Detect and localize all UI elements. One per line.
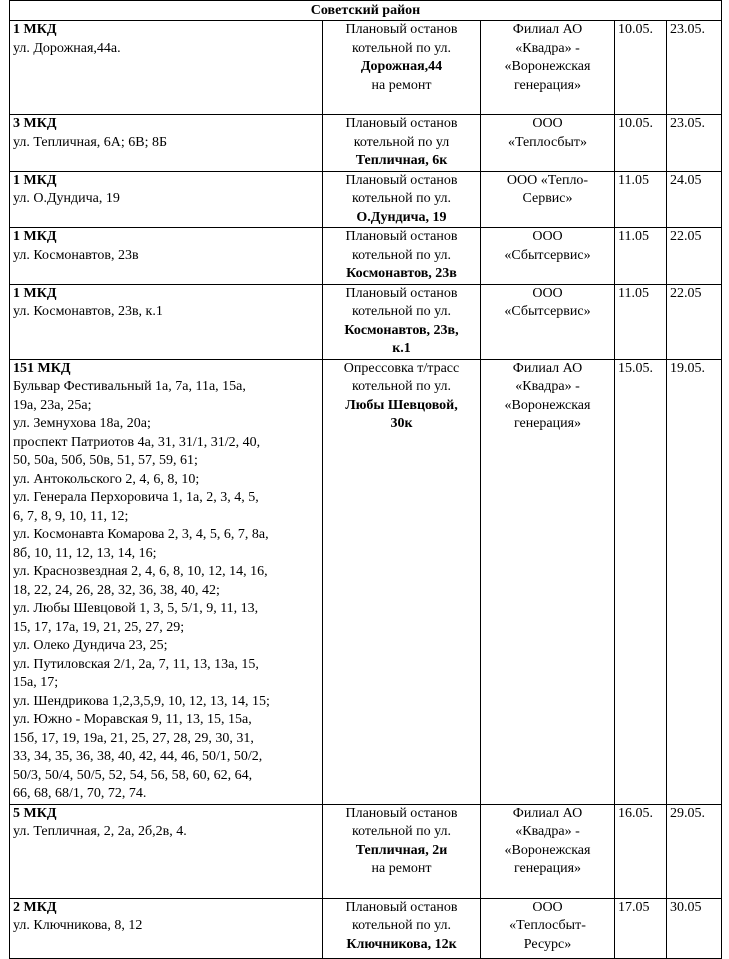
- end-date: 22.05: [667, 228, 722, 285]
- work-line: котельной по ул.: [352, 191, 451, 206]
- building-count: 1 МКД: [13, 229, 57, 244]
- organization-cell: [481, 284, 615, 359]
- work-line: Плановый останов: [345, 172, 458, 188]
- end-date: 23.05.: [667, 21, 722, 115]
- work-line: котельной по ул.: [352, 918, 451, 933]
- work-line: котельной по ул.: [352, 824, 451, 839]
- organization-line: «Квадра» -: [515, 824, 580, 839]
- boiler-address: Космонавтов, 23в: [346, 266, 457, 281]
- address-line: ул. Ключникова, 8, 12: [13, 918, 143, 933]
- address-line: ул. Земнухова 18а, 20а;: [13, 416, 151, 431]
- address-line: ул. Космонавтов, 23в, к.1: [13, 304, 163, 319]
- address-line: 50, 50а, 50б, 50в, 51, 57, 59, 61;: [13, 453, 198, 468]
- organization-cell: [481, 21, 615, 115]
- address-cell: [10, 804, 323, 898]
- work-line: Опрессовка т/трасс: [343, 360, 460, 376]
- boiler-address: Тепличная, 6к: [355, 153, 448, 168]
- organization-line: ООО: [532, 285, 563, 301]
- building-count: 5 МКД: [13, 805, 57, 821]
- district-title: Советский район: [10, 1, 722, 21]
- schedule-row: [10, 228, 722, 285]
- work-description-cell: [323, 359, 481, 804]
- organization-cell: [481, 228, 615, 285]
- schedule-row: [10, 115, 722, 172]
- work-description-cell: [323, 804, 481, 898]
- building-count: 1 МКД: [13, 285, 57, 301]
- district-header-row: [10, 1, 722, 21]
- organization-line: генерация»: [513, 77, 582, 93]
- organization-cell: [481, 115, 615, 172]
- outage-schedule-table: [9, 0, 722, 959]
- address-line: ул. Краснозвездная 2, 4, 6, 8, 10, 12, 14, 16,: [13, 564, 268, 579]
- work-description-cell: [323, 171, 481, 228]
- address-line: 6, 7, 8, 9, 10, 11, 12;: [13, 508, 129, 524]
- address-list: [13, 40, 319, 59]
- boiler-address: к.1: [392, 341, 411, 356]
- organization-line: ООО: [532, 899, 563, 915]
- address-line: 50/3, 50/4, 50/5, 52, 54, 56, 58, 60, 62, 64,: [13, 767, 253, 783]
- address-list: [13, 823, 319, 842]
- address-cell: [10, 115, 323, 172]
- address-cell: [10, 21, 323, 115]
- address-line: ул. Дорожная,44а.: [13, 40, 121, 56]
- start-date: 11.05: [615, 171, 667, 228]
- work-description-cell: [323, 21, 481, 115]
- building-count: 151 МКД: [13, 360, 71, 376]
- address-cell: [10, 284, 323, 359]
- organization-line: ООО: [532, 116, 563, 131]
- boiler-address: Космонавтов, 23в,: [344, 322, 459, 338]
- schedule-row: [10, 804, 722, 898]
- organization-line: «Сбытсервис»: [504, 247, 591, 263]
- organization-line: «Сбытсервис»: [504, 304, 591, 319]
- boiler-address: О.Дундича, 19: [356, 209, 447, 225]
- work-line: на ремонт: [371, 861, 432, 876]
- address-line: 8б, 10, 11, 12, 13, 14, 16;: [13, 545, 157, 561]
- organization-line: генерация»: [513, 416, 582, 431]
- address-line: ул. Генерала Перхоровича 1, 1а, 2, 3, 4, 5,: [13, 490, 259, 505]
- end-date: 19.05.: [667, 359, 722, 804]
- work-line: на ремонт: [371, 77, 432, 93]
- work-description-cell: [323, 898, 481, 958]
- start-date: 17.05: [615, 898, 667, 958]
- address-line: ул. Шендрикова 1,2,3,5,9, 10, 12, 13, 14, 15;: [13, 693, 270, 709]
- organization-cell: [481, 171, 615, 228]
- work-line: котельной по ул.: [352, 247, 451, 263]
- organization-line: «Квадра» -: [515, 40, 580, 56]
- boiler-address: Тепличная, 2и: [355, 842, 448, 858]
- start-date: 10.05.: [615, 21, 667, 115]
- boiler-address: 30к: [390, 416, 413, 431]
- start-date: 16.05.: [615, 804, 667, 898]
- address-cell: [10, 171, 323, 228]
- end-date: 24.05: [667, 171, 722, 228]
- organization-cell: [481, 359, 615, 804]
- boiler-address: Дорожная,44: [360, 59, 443, 74]
- address-line: 33, 34, 35, 36, 38, 40, 42, 44, 46, 50/1, 50/2,: [13, 749, 263, 764]
- organization-line: «Теплосбыт-: [509, 918, 586, 933]
- work-description-cell: [323, 115, 481, 172]
- schedule-row: [10, 21, 722, 115]
- address-list: [13, 917, 319, 936]
- work-line: котельной по ул.: [352, 40, 451, 56]
- address-line: 15а, 17;: [13, 675, 59, 690]
- building-count: 1 МКД: [13, 172, 57, 188]
- work-line: котельной по ул: [353, 134, 450, 150]
- work-description-cell: [323, 228, 481, 285]
- start-date: 10.05.: [615, 115, 667, 172]
- work-description-cell: [323, 284, 481, 359]
- organization-line: Ресурс»: [523, 936, 572, 952]
- work-line: котельной по ул.: [352, 304, 451, 319]
- organization-cell: [481, 898, 615, 958]
- building-count: 1 МКД: [13, 22, 57, 37]
- address-line: ул. Антокольского 2, 4, 6, 8, 10;: [13, 471, 200, 487]
- organization-line: «Квадра» -: [515, 379, 580, 394]
- address-line: 66, 68, 68/1, 70, 72, 74.: [13, 786, 147, 801]
- boiler-address: Любы Шевцовой,: [345, 397, 458, 413]
- address-cell: [10, 228, 323, 285]
- address-list: [13, 303, 319, 322]
- address-line: ул. Любы Шевцовой 1, 3, 5, 5/1, 9, 11, 13,: [13, 601, 259, 616]
- start-date: 15.05.: [615, 359, 667, 804]
- address-line: ул. Космонавтов, 23в: [13, 247, 139, 263]
- organization-line: «Теплосбыт»: [507, 134, 588, 150]
- address-line: 19а, 23а, 25а;: [13, 397, 92, 413]
- organization-line: генерация»: [513, 861, 582, 876]
- organization-cell: [481, 804, 615, 898]
- address-line: ул. Путиловская 2/1, 2а, 7, 11, 13, 13а, 15,: [13, 656, 259, 672]
- address-line: ул. Тепличная, 2, 2а, 2б,2в, 4.: [13, 824, 187, 839]
- address-cell: [10, 898, 323, 958]
- work-line: Плановый останов: [345, 116, 458, 131]
- work-line: Плановый останов: [345, 285, 458, 301]
- address-line: 15б, 17, 19, 19а, 21, 25, 27, 28, 29, 30, 31,: [13, 730, 254, 746]
- start-date: 11.05: [615, 228, 667, 285]
- address-line: Бульвар Фестивальный 1а, 7а, 11а, 15а,: [13, 379, 246, 394]
- organization-line: «Воронежская: [504, 59, 591, 74]
- schedule-row: [10, 898, 722, 958]
- organization-line: Филиал АО: [512, 360, 583, 376]
- address-line: ул. Олеко Дундича 23, 25;: [13, 638, 168, 653]
- end-date: 29.05.: [667, 804, 722, 898]
- work-line: Плановый останов: [345, 805, 458, 821]
- address-line: 18, 22, 24, 26, 28, 32, 36, 38, 40, 42;: [13, 582, 220, 598]
- work-line: Плановый останов: [345, 22, 458, 37]
- address-cell: [10, 359, 323, 804]
- address-list: [13, 247, 319, 266]
- end-date: 30.05: [667, 898, 722, 958]
- address-line: 15, 17, 17а, 19, 21, 25, 27, 29;: [13, 619, 185, 635]
- address-line: проспект Патриотов 4а, 31, 31/1, 31/2, 40,: [13, 434, 261, 450]
- building-count: 3 МКД: [13, 116, 57, 131]
- address-line: ул. Южно - Моравская 9, 11, 13, 15, 15а,: [13, 712, 252, 727]
- organization-line: Филиал АО: [512, 805, 583, 821]
- organization-line: ООО: [532, 229, 563, 244]
- work-line: Плановый останов: [345, 229, 458, 244]
- schedule-row: [10, 359, 722, 804]
- organization-line: Сервис»: [522, 191, 573, 206]
- organization-line: «Воронежская: [504, 397, 591, 413]
- address-line: ул. О.Дундича, 19: [13, 191, 120, 206]
- end-date: 22.05: [667, 284, 722, 359]
- address-line: ул. Тепличная, 6А; 6В; 8Б: [13, 134, 168, 150]
- address-list: [13, 134, 319, 153]
- organization-line: Филиал АО: [512, 22, 583, 37]
- address-line: ул. Космонавта Комарова 2, 3, 4, 5, 6, 7, 8а,: [13, 527, 269, 542]
- address-list: [13, 378, 319, 804]
- work-line: котельной по ул.: [352, 379, 451, 394]
- start-date: 11.05: [615, 284, 667, 359]
- work-line: Плановый останов: [345, 899, 458, 915]
- address-list: [13, 190, 319, 209]
- end-date: 23.05.: [667, 115, 722, 172]
- schedule-row: [10, 171, 722, 228]
- building-count: 2 МКД: [13, 899, 57, 915]
- boiler-address: Ключникова, 12к: [346, 936, 457, 952]
- organization-line: ООО «Тепло-: [506, 172, 589, 188]
- organization-line: «Воронежская: [504, 842, 591, 858]
- schedule-row: [10, 284, 722, 359]
